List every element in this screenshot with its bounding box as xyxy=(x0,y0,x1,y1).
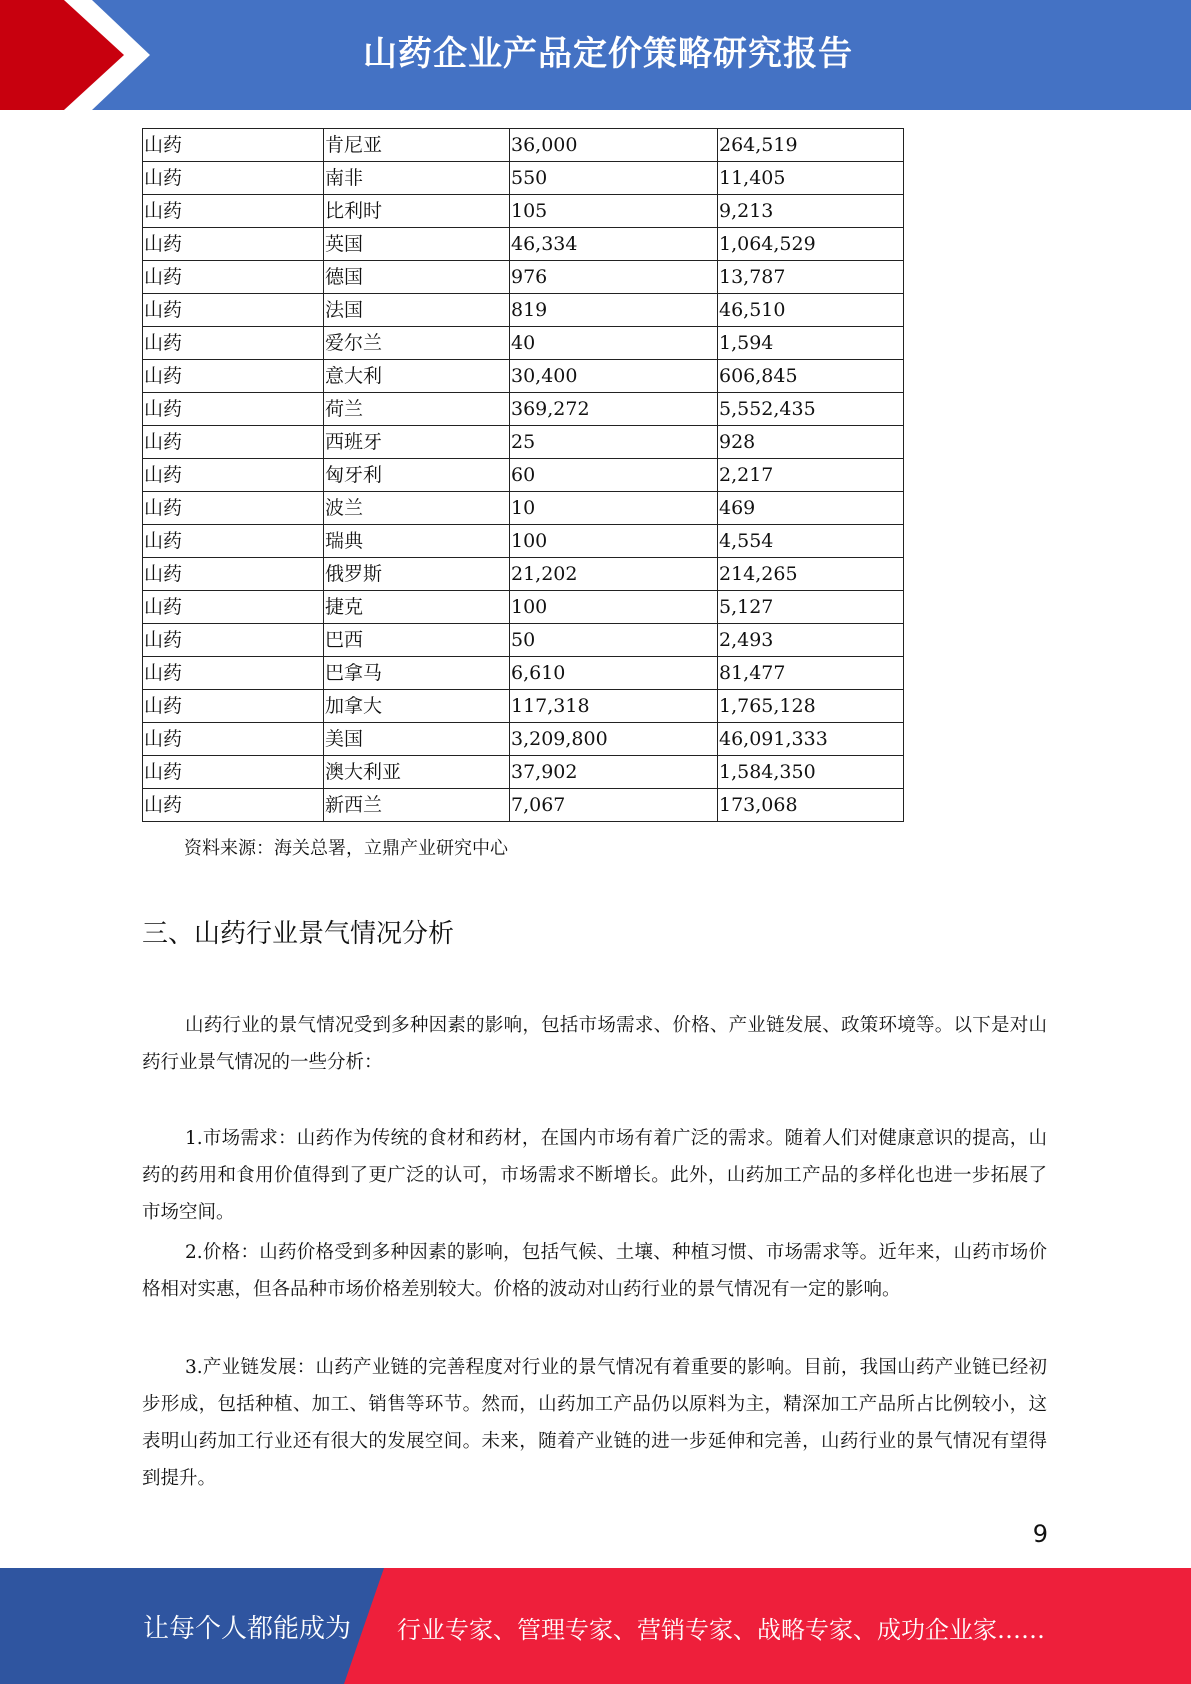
cell-product: 山药 xyxy=(143,624,324,657)
cell-country: 新西兰 xyxy=(324,789,510,822)
cell-product: 山药 xyxy=(143,195,324,228)
cell-amount: 5,127 xyxy=(718,591,904,624)
table-body xyxy=(143,129,904,822)
cell-country: 瑞典 xyxy=(324,525,510,558)
cell-product: 山药 xyxy=(143,789,324,822)
cell-product: 山药 xyxy=(143,360,324,393)
cell-product: 山药 xyxy=(143,459,324,492)
table-row xyxy=(143,789,904,822)
cell-country: 巴拿马 xyxy=(324,657,510,690)
cell-product: 山药 xyxy=(143,393,324,426)
table-row xyxy=(143,690,904,723)
cell-amount: 9,213 xyxy=(718,195,904,228)
cell-amount: 46,510 xyxy=(718,294,904,327)
table-row xyxy=(143,393,904,426)
cell-quantity: 819 xyxy=(510,294,718,327)
cell-product: 山药 xyxy=(143,426,324,459)
cell-country: 波兰 xyxy=(324,492,510,525)
paragraph-intro: 山药行业的景气情况受到多种因素的影响，包括市场需求、价格、产业链发展、政策环境等。以下是对山药行业景气情况的一些分析： xyxy=(142,1015,1047,1073)
cell-quantity: 30,400 xyxy=(510,360,718,393)
table-row xyxy=(143,426,904,459)
cell-country: 英国 xyxy=(324,228,510,261)
table-row xyxy=(143,327,904,360)
cell-country: 肯尼亚 xyxy=(324,129,510,162)
cell-country: 法国 xyxy=(324,294,510,327)
cell-product: 山药 xyxy=(143,690,324,723)
cell-amount: 81,477 xyxy=(718,657,904,690)
cell-country: 比利时 xyxy=(324,195,510,228)
cell-quantity: 10 xyxy=(510,492,718,525)
cell-product: 山药 xyxy=(143,261,324,294)
cell-product: 山药 xyxy=(143,129,324,162)
table-row xyxy=(143,723,904,756)
footer-slogan-left: 让每个人都能成为 xyxy=(143,1614,352,1644)
data-source-note: 资料来源：海关总署，立鼎产业研究中心 xyxy=(184,838,508,859)
table-row xyxy=(143,129,904,162)
cell-amount: 2,493 xyxy=(718,624,904,657)
cell-quantity: 100 xyxy=(510,591,718,624)
table-row xyxy=(143,228,904,261)
cell-product: 山药 xyxy=(143,228,324,261)
cell-product: 山药 xyxy=(143,591,324,624)
cell-country: 南非 xyxy=(324,162,510,195)
cell-product: 山药 xyxy=(143,327,324,360)
cell-product: 山药 xyxy=(143,525,324,558)
cell-product: 山药 xyxy=(143,294,324,327)
cell-amount: 606,845 xyxy=(718,360,904,393)
cell-amount: 46,091,333 xyxy=(718,723,904,756)
table-row xyxy=(143,492,904,525)
paragraph-industry-chain: 3.产业链发展：山药产业链的完善程度对行业的景气情况有着重要的影响。目前，我国山药产业链已经初步形成，包括种植、加工、销售等环节。然而，山药加工产品仍以原料为主，精深加工产品所占比例较小，这表明山药加工行业还有很大的发展空间。未来，随着产业链的进一步延伸和完善，山药行业的景气情况有望得到提升。 xyxy=(142,1357,1047,1489)
table-row xyxy=(143,525,904,558)
cell-product: 山药 xyxy=(143,492,324,525)
table-row xyxy=(143,756,904,789)
cell-country: 俄罗斯 xyxy=(324,558,510,591)
cell-country: 加拿大 xyxy=(324,690,510,723)
footer-slogan-right: 行业专家、管理专家、营销专家、战略专家、成功企业家…… xyxy=(397,1616,1045,1644)
table-row xyxy=(143,591,904,624)
cell-amount: 11,405 xyxy=(718,162,904,195)
cell-amount: 173,068 xyxy=(718,789,904,822)
cell-country: 西班牙 xyxy=(324,426,510,459)
paragraph-price: 2.价格：山药价格受到多种因素的影响，包括气候、土壤、种植习惯、市场需求等。近年来，山药市场价格相对实惠，但各品种市场价格差别较大。价格的波动对山药行业的景气情况有一定的影响。 xyxy=(142,1242,1047,1300)
table-row xyxy=(143,162,904,195)
cell-quantity: 36,000 xyxy=(510,129,718,162)
table-row xyxy=(143,261,904,294)
cell-quantity: 100 xyxy=(510,525,718,558)
page-header xyxy=(0,0,1191,110)
cell-product: 山药 xyxy=(143,558,324,591)
cell-amount: 13,787 xyxy=(718,261,904,294)
report-title: 山药企业产品定价策略研究报告 xyxy=(363,34,853,74)
export-data-table xyxy=(142,128,904,822)
table-row xyxy=(143,657,904,690)
cell-country: 巴西 xyxy=(324,624,510,657)
cell-quantity: 976 xyxy=(510,261,718,294)
cell-amount: 4,554 xyxy=(718,525,904,558)
cell-product: 山药 xyxy=(143,723,324,756)
cell-product: 山药 xyxy=(143,756,324,789)
section-heading: 三、山药行业景气情况分析 xyxy=(142,919,455,949)
cell-amount: 264,519 xyxy=(718,129,904,162)
table-row xyxy=(143,195,904,228)
cell-quantity: 21,202 xyxy=(510,558,718,591)
cell-amount: 1,064,529 xyxy=(718,228,904,261)
cell-quantity: 60 xyxy=(510,459,718,492)
cell-country: 意大利 xyxy=(324,360,510,393)
cell-amount: 1,594 xyxy=(718,327,904,360)
table-row xyxy=(143,624,904,657)
cell-product: 山药 xyxy=(143,162,324,195)
cell-quantity: 25 xyxy=(510,426,718,459)
cell-quantity: 50 xyxy=(510,624,718,657)
table-row xyxy=(143,294,904,327)
cell-amount: 5,552,435 xyxy=(718,393,904,426)
cell-quantity: 117,318 xyxy=(510,690,718,723)
cell-quantity: 46,334 xyxy=(510,228,718,261)
cell-quantity: 7,067 xyxy=(510,789,718,822)
cell-quantity: 6,610 xyxy=(510,657,718,690)
table-row xyxy=(143,360,904,393)
cell-country: 美国 xyxy=(324,723,510,756)
table-row xyxy=(143,459,904,492)
cell-country: 澳大利亚 xyxy=(324,756,510,789)
cell-quantity: 40 xyxy=(510,327,718,360)
cell-quantity: 369,272 xyxy=(510,393,718,426)
cell-amount: 1,765,128 xyxy=(718,690,904,723)
paragraph-market-demand: 1.市场需求：山药作为传统的食材和药材，在国内市场有着广泛的需求。随着人们对健康意识的提高，山药的药用和食用价值得到了更广泛的认可，市场需求不断增长。此外，山药加工产品的多样化也进一步拓展了市场空间。 xyxy=(142,1128,1047,1223)
cell-amount: 928 xyxy=(718,426,904,459)
cell-country: 荷兰 xyxy=(324,393,510,426)
cell-country: 德国 xyxy=(324,261,510,294)
cell-product: 山药 xyxy=(143,657,324,690)
cell-country: 捷克 xyxy=(324,591,510,624)
cell-amount: 1,584,350 xyxy=(718,756,904,789)
cell-quantity: 105 xyxy=(510,195,718,228)
page-number: 9 xyxy=(1032,1520,1048,1548)
cell-amount: 214,265 xyxy=(718,558,904,591)
cell-amount: 2,217 xyxy=(718,459,904,492)
cell-quantity: 3,209,800 xyxy=(510,723,718,756)
table-row xyxy=(143,558,904,591)
page-footer xyxy=(0,1568,1191,1684)
cell-quantity: 550 xyxy=(510,162,718,195)
cell-country: 爱尔兰 xyxy=(324,327,510,360)
cell-quantity: 37,902 xyxy=(510,756,718,789)
cell-country: 匈牙利 xyxy=(324,459,510,492)
cell-amount: 469 xyxy=(718,492,904,525)
